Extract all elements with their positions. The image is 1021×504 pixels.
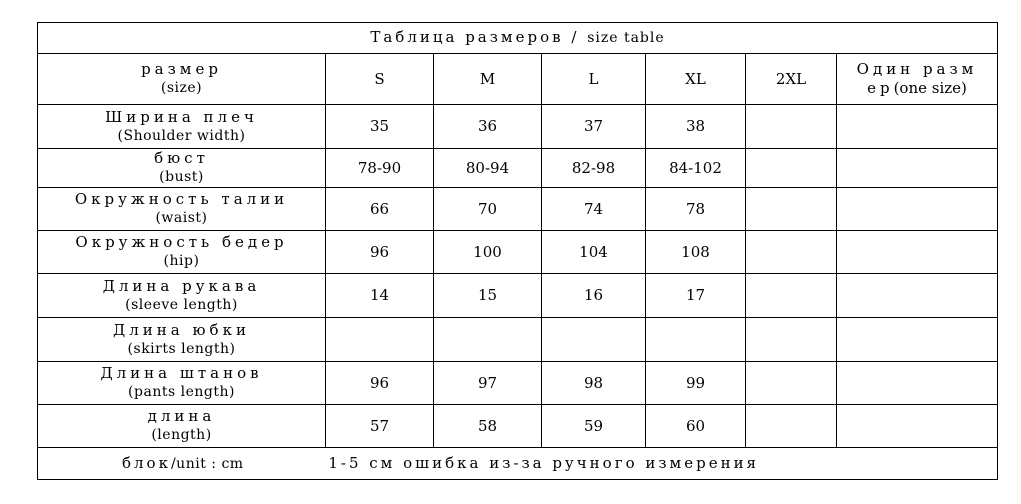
footer-unit-en: /unit : cm bbox=[170, 455, 244, 472]
table-row bbox=[38, 105, 998, 149]
cell-2xl bbox=[746, 105, 837, 149]
row-label bbox=[38, 188, 326, 231]
row-label-ru: Окружность талии bbox=[74, 190, 289, 208]
row-label-en: (skirts length) bbox=[127, 340, 236, 357]
row-label-ru: Длина штанов bbox=[100, 364, 263, 382]
cell-one-size bbox=[837, 149, 998, 188]
cell-one-size bbox=[837, 362, 998, 405]
cell-s: 14 bbox=[326, 274, 434, 318]
row-label-en: (pants length) bbox=[128, 384, 235, 400]
header-size-xl: XL bbox=[646, 54, 746, 105]
table-row bbox=[38, 188, 998, 231]
cell-s: 66 bbox=[326, 188, 434, 231]
header-one-size bbox=[837, 54, 998, 105]
header-label-en: (size) bbox=[160, 80, 203, 96]
one-size-ru-line1: Один разм bbox=[856, 60, 978, 78]
row-label-ru: Окружность бедер bbox=[75, 233, 288, 251]
row-label bbox=[38, 405, 326, 448]
table-row bbox=[38, 362, 998, 405]
cell-xl bbox=[646, 318, 746, 362]
cell-2xl bbox=[746, 149, 837, 188]
cell-s: 96 bbox=[326, 231, 434, 274]
cell-l: 16 bbox=[542, 274, 646, 318]
cell-l: 37 bbox=[542, 105, 646, 149]
footer-unit bbox=[122, 454, 244, 472]
cell-2xl bbox=[746, 188, 837, 231]
header-row-label bbox=[38, 54, 326, 105]
cell-xl: 78 bbox=[646, 188, 746, 231]
table-row bbox=[38, 274, 998, 318]
title-row bbox=[38, 23, 998, 54]
cell-l: 74 bbox=[542, 188, 646, 231]
table-row bbox=[38, 318, 998, 362]
cell-s: 96 bbox=[326, 362, 434, 405]
row-label-en: (waist) bbox=[155, 210, 208, 226]
cell-l: 104 bbox=[542, 231, 646, 274]
cell-m: 100 bbox=[434, 231, 542, 274]
row-label-ru: Ширина плеч bbox=[105, 107, 258, 126]
title-ru: Таблица размеров bbox=[370, 28, 564, 46]
cell-s: 78-90 bbox=[326, 149, 434, 188]
cell-m: 36 bbox=[434, 105, 542, 149]
row-label-ru: Длина рукава bbox=[102, 276, 261, 295]
row-label bbox=[38, 318, 326, 362]
cell-one-size bbox=[837, 188, 998, 231]
one-size-line2 bbox=[867, 79, 967, 97]
footer-unit-ru: блок bbox=[122, 453, 171, 472]
table-footer bbox=[38, 448, 998, 480]
cell-xl: 108 bbox=[646, 231, 746, 274]
cell-2xl bbox=[746, 318, 837, 362]
cell-xl: 38 bbox=[646, 105, 746, 149]
cell-2xl bbox=[746, 231, 837, 274]
table-row bbox=[38, 405, 998, 448]
table-row bbox=[38, 231, 998, 274]
header-size-s: S bbox=[326, 54, 434, 105]
cell-s bbox=[326, 318, 434, 362]
header-size-m: M bbox=[434, 54, 542, 105]
cell-one-size bbox=[837, 105, 998, 149]
one-size-ru-line2: ер bbox=[867, 79, 894, 97]
cell-m: 70 bbox=[434, 188, 542, 231]
one-size-en: (one size) bbox=[893, 79, 967, 97]
row-label bbox=[38, 231, 326, 274]
cell-l: 98 bbox=[542, 362, 646, 405]
cell-one-size bbox=[837, 405, 998, 448]
cell-one-size bbox=[837, 274, 998, 318]
cell-m: 15 bbox=[434, 274, 542, 318]
row-label-en: (length) bbox=[151, 427, 212, 443]
cell-one-size bbox=[837, 231, 998, 274]
cell-2xl bbox=[746, 274, 837, 318]
cell-m: 58 bbox=[434, 405, 542, 448]
row-label-en: (sleeve length) bbox=[125, 296, 238, 313]
cell-xl: 60 bbox=[646, 405, 746, 448]
cell-2xl bbox=[746, 362, 837, 405]
cell-xl: 17 bbox=[646, 274, 746, 318]
row-label-en: (Shoulder width) bbox=[117, 127, 246, 144]
cell-m: 80-94 bbox=[434, 149, 542, 188]
cell-m: 97 bbox=[434, 362, 542, 405]
row-label-ru: бюст bbox=[154, 149, 209, 167]
cell-s: 57 bbox=[326, 405, 434, 448]
cell-l: 59 bbox=[542, 405, 646, 448]
row-label-ru: Длина юбки bbox=[113, 320, 250, 339]
table-title bbox=[38, 23, 998, 54]
cell-s: 35 bbox=[326, 105, 434, 149]
header-label-ru: размер bbox=[141, 60, 222, 78]
cell-xl: 99 bbox=[646, 362, 746, 405]
row-label bbox=[38, 362, 326, 405]
size-table bbox=[37, 22, 998, 480]
cell-m bbox=[434, 318, 542, 362]
cell-one-size bbox=[837, 318, 998, 362]
row-label bbox=[38, 149, 326, 188]
row-label bbox=[38, 274, 326, 318]
row-label bbox=[38, 105, 326, 149]
row-label-ru: длина bbox=[147, 407, 216, 425]
header-size-2xl: 2XL bbox=[746, 54, 837, 105]
title-separator: / bbox=[571, 28, 580, 46]
cell-l: 82-98 bbox=[542, 149, 646, 188]
cell-xl: 84-102 bbox=[646, 149, 746, 188]
row-label-en: (bust) bbox=[159, 169, 204, 185]
title-en: size table bbox=[587, 30, 665, 46]
cell-2xl bbox=[746, 405, 837, 448]
row-label-en: (hip) bbox=[163, 253, 200, 269]
cell-l bbox=[542, 318, 646, 362]
footer-note: 1-5 см ошибка из-за ручного измерения bbox=[328, 453, 760, 472]
header-size-l: L bbox=[542, 54, 646, 105]
footer-row bbox=[38, 448, 998, 480]
table-row bbox=[38, 149, 998, 188]
header-row bbox=[38, 54, 998, 105]
